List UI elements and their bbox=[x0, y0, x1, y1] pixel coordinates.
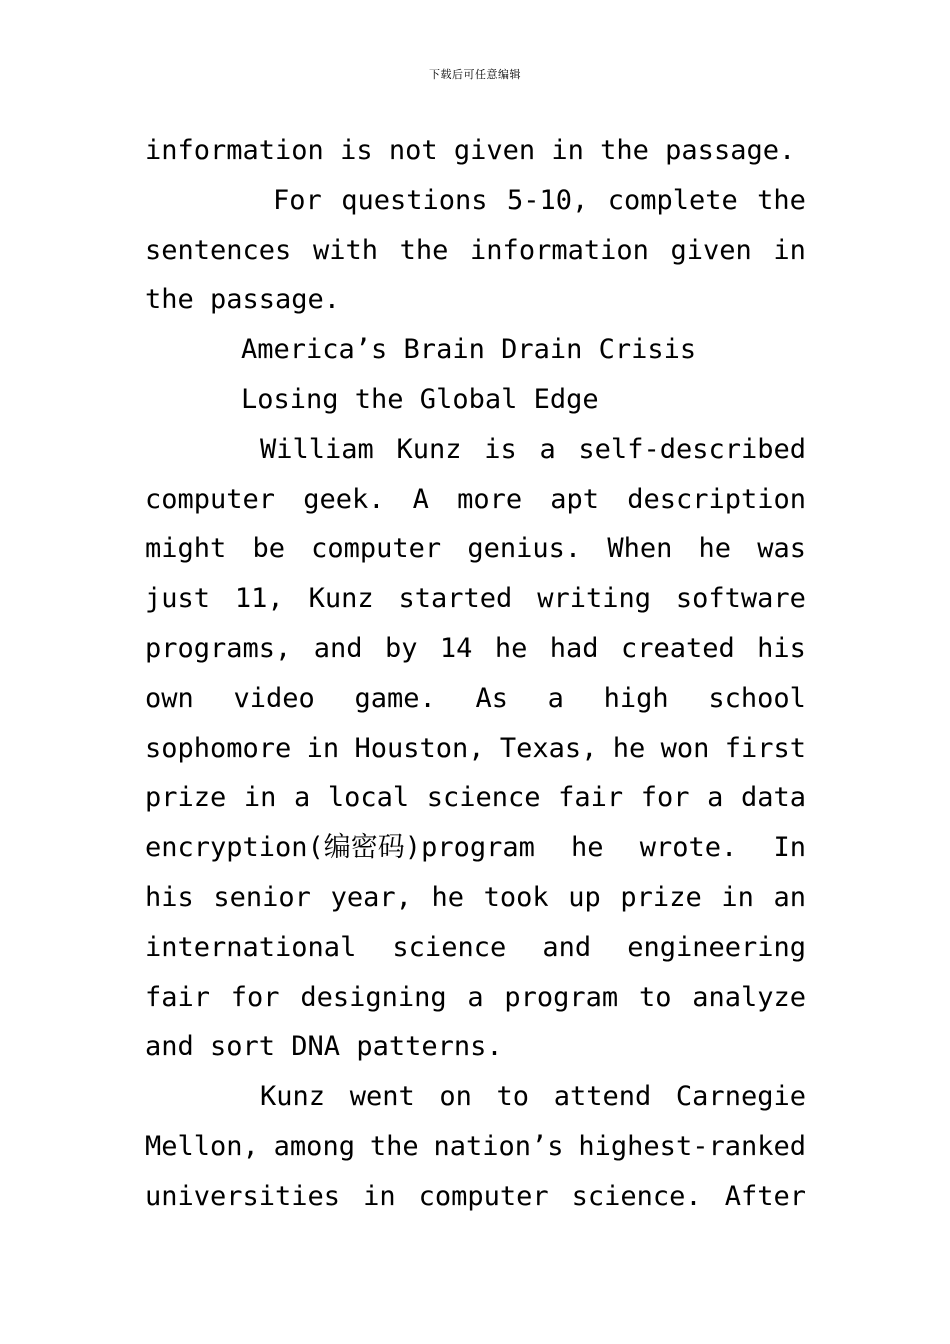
word: the bbox=[757, 184, 806, 216]
word: in bbox=[306, 732, 340, 764]
para1-line-9 bbox=[145, 823, 806, 873]
para2-line-3 bbox=[145, 1172, 806, 1222]
word: game. bbox=[354, 682, 436, 714]
word: 11, bbox=[234, 583, 284, 615]
para1-line-4 bbox=[145, 574, 806, 624]
word: international bbox=[145, 931, 357, 963]
word: was bbox=[757, 533, 806, 565]
word: program bbox=[504, 981, 619, 1013]
header-note: 下载后可任意编辑 bbox=[429, 68, 521, 81]
word: more bbox=[457, 483, 523, 515]
para1-line-12 bbox=[145, 973, 806, 1023]
para1-line-8 bbox=[145, 773, 806, 823]
word: he bbox=[612, 732, 646, 764]
passage-subtitle: Losing the Global Edge bbox=[241, 383, 599, 415]
word: among bbox=[273, 1130, 355, 1162]
word: Kunz bbox=[396, 433, 462, 465]
word: Kunz bbox=[308, 583, 374, 615]
intro-line: information is not given in the passage. bbox=[145, 135, 796, 166]
word: a bbox=[707, 782, 724, 814]
word: prize bbox=[620, 881, 702, 913]
para1-line-10 bbox=[145, 873, 806, 923]
word: Houston, bbox=[354, 732, 485, 764]
word: the bbox=[399, 234, 449, 266]
word: nation’s bbox=[433, 1130, 564, 1162]
instruction-line-3: the passage. bbox=[145, 284, 341, 316]
word: prize bbox=[145, 782, 227, 814]
word: by bbox=[384, 632, 418, 664]
word: When bbox=[607, 533, 673, 565]
word: engineering bbox=[627, 931, 806, 963]
word: year, bbox=[330, 881, 412, 913]
word: up bbox=[568, 881, 601, 913]
word: a bbox=[547, 682, 564, 714]
word: to bbox=[638, 981, 672, 1013]
word: genius. bbox=[467, 533, 582, 565]
word: encryption(编密码)program bbox=[145, 832, 535, 864]
instruction-line-2 bbox=[145, 226, 806, 276]
word: the bbox=[369, 1130, 419, 1162]
word: geek. bbox=[303, 483, 385, 515]
word: 14 bbox=[439, 632, 473, 664]
word: in bbox=[721, 881, 754, 913]
word: took bbox=[483, 881, 549, 913]
para1-line-6 bbox=[145, 674, 806, 724]
word: a bbox=[467, 981, 484, 1013]
word: given bbox=[670, 234, 752, 266]
word: analyze bbox=[692, 981, 806, 1013]
word: had bbox=[549, 632, 599, 664]
word: high bbox=[603, 682, 669, 714]
word: with bbox=[312, 234, 378, 266]
passage-body bbox=[145, 126, 806, 1222]
word: for bbox=[230, 981, 280, 1013]
word: to bbox=[496, 1081, 530, 1113]
word: 5-10, bbox=[506, 184, 589, 216]
word: Mellon, bbox=[145, 1130, 259, 1162]
word: he bbox=[698, 533, 732, 565]
word: computer bbox=[418, 1180, 549, 1212]
word: In bbox=[773, 832, 806, 864]
passage-title: America’s Brain Drain Crisis bbox=[241, 334, 697, 366]
word: After bbox=[724, 1180, 806, 1212]
para1-line-1 bbox=[145, 425, 806, 475]
word: information bbox=[470, 234, 649, 266]
word: William bbox=[260, 433, 374, 465]
word: on bbox=[439, 1081, 472, 1113]
word: complete bbox=[607, 184, 738, 216]
word: highest-ranked bbox=[578, 1130, 806, 1162]
word: As bbox=[475, 682, 508, 714]
word: a bbox=[539, 433, 556, 465]
word: an bbox=[773, 881, 806, 913]
word: writing bbox=[537, 583, 651, 615]
word: self-described bbox=[578, 433, 806, 465]
para1-line-2 bbox=[145, 475, 806, 525]
word: software bbox=[675, 583, 806, 615]
para1-line-13: and sort DNA patterns. bbox=[145, 1031, 503, 1063]
word: and bbox=[313, 632, 363, 664]
word: senior bbox=[213, 881, 311, 913]
para2-line-1 bbox=[145, 1072, 806, 1122]
word: sophomore bbox=[145, 732, 292, 764]
word: went bbox=[349, 1081, 415, 1113]
word: science bbox=[426, 782, 541, 814]
word: apt bbox=[550, 483, 600, 515]
word: fair bbox=[145, 981, 211, 1013]
word: A bbox=[412, 483, 429, 515]
word: sentences bbox=[145, 234, 292, 266]
word: just bbox=[145, 583, 211, 615]
word: designing bbox=[300, 981, 447, 1013]
para1-line-5 bbox=[145, 624, 806, 674]
word: he bbox=[494, 632, 528, 664]
word: he bbox=[431, 881, 464, 913]
word: attend bbox=[553, 1081, 652, 1113]
word: local bbox=[327, 782, 410, 814]
word: fair bbox=[558, 782, 624, 814]
word: is bbox=[484, 433, 517, 465]
word: his bbox=[757, 632, 806, 664]
word: won bbox=[660, 732, 710, 764]
word: in bbox=[363, 1180, 396, 1212]
word: description bbox=[627, 483, 806, 515]
word: started bbox=[398, 583, 513, 615]
word: in bbox=[773, 234, 806, 266]
word: Carnegie bbox=[675, 1081, 806, 1113]
word: a bbox=[293, 782, 311, 814]
word: he bbox=[571, 832, 604, 864]
word: programs, bbox=[145, 632, 292, 664]
word: Texas, bbox=[499, 732, 598, 764]
word: video bbox=[233, 682, 315, 714]
word: computer bbox=[145, 483, 276, 515]
word: data bbox=[740, 782, 806, 814]
instruction-line-1 bbox=[145, 176, 806, 226]
word: own bbox=[145, 682, 194, 714]
word: be bbox=[252, 533, 285, 565]
para2-line-2 bbox=[145, 1122, 806, 1172]
word: first bbox=[724, 732, 806, 764]
word: his bbox=[145, 881, 194, 913]
word: Kunz bbox=[260, 1081, 326, 1113]
word: school bbox=[708, 682, 806, 714]
word: science bbox=[392, 931, 507, 963]
word: created bbox=[620, 632, 735, 664]
word: science. bbox=[571, 1180, 702, 1212]
word: for bbox=[640, 782, 690, 814]
word: questions bbox=[341, 184, 488, 216]
word: universities bbox=[145, 1180, 341, 1212]
word: might bbox=[145, 533, 227, 565]
word: in bbox=[243, 782, 277, 814]
word: computer bbox=[311, 533, 442, 565]
word: wrote. bbox=[639, 832, 738, 864]
para1-line-7 bbox=[145, 724, 806, 774]
word: For bbox=[273, 184, 322, 216]
para1-line-11 bbox=[145, 923, 806, 973]
para1-line-3 bbox=[145, 524, 806, 574]
word: and bbox=[542, 931, 592, 963]
